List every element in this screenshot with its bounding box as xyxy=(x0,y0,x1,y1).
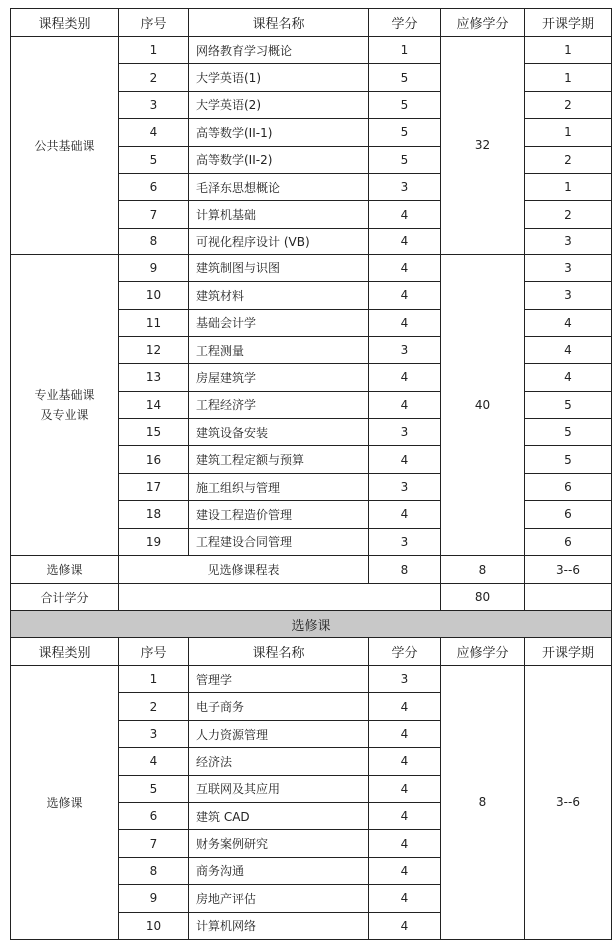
course-name: 互联网及其应用 xyxy=(189,775,369,802)
course-term: 5 xyxy=(525,446,612,473)
header-category: 课程类别 xyxy=(11,9,119,37)
course-credit: 3 xyxy=(369,528,441,555)
course-term: 2 xyxy=(525,146,612,173)
course-credit: 4 xyxy=(369,912,441,939)
course-name: 建筑设备安装 xyxy=(189,419,369,446)
course-number: 15 xyxy=(119,419,189,446)
course-credit: 5 xyxy=(369,119,441,146)
course-credit: 3 xyxy=(369,419,441,446)
course-name: 计算机基础 xyxy=(189,201,369,228)
course-number: 14 xyxy=(119,391,189,418)
table-row xyxy=(11,9,612,37)
course-number: 8 xyxy=(119,228,189,254)
course-term: 3 xyxy=(525,254,612,281)
course-name: 管理学 xyxy=(189,666,369,693)
course-credit: 5 xyxy=(369,146,441,173)
header-credit: 学分 xyxy=(369,638,441,666)
course-number: 9 xyxy=(119,254,189,281)
course-term: 1 xyxy=(525,64,612,91)
course-name: 人力资源管理 xyxy=(189,720,369,747)
course-credit: 4 xyxy=(369,885,441,912)
course-credit: 4 xyxy=(369,830,441,857)
course-term: 1 xyxy=(525,37,612,64)
course-number: 1 xyxy=(119,666,189,693)
course-name: 毛泽东思想概论 xyxy=(189,173,369,200)
course-credit: 5 xyxy=(369,91,441,118)
course-term: 4 xyxy=(525,336,612,363)
header-course-name: 课程名称 xyxy=(189,9,369,37)
course-credit: 4 xyxy=(369,501,441,528)
header-category: 课程类别 xyxy=(11,638,119,666)
course-number: 13 xyxy=(119,364,189,391)
course-credit: 4 xyxy=(369,228,441,254)
course-name: 高等数学(II-1) xyxy=(189,119,369,146)
course-credit: 4 xyxy=(369,254,441,281)
course-name: 高等数学(II-2) xyxy=(189,146,369,173)
elective-list-term: 3--6 xyxy=(525,666,612,940)
elective-note: 见选修课程表 xyxy=(119,556,369,584)
course-name: 工程经济学 xyxy=(189,391,369,418)
course-term: 3 xyxy=(525,282,612,309)
course-name: 可视化程序设计 (VB) xyxy=(189,228,369,254)
course-name: 经济法 xyxy=(189,748,369,775)
course-name: 计算机网络 xyxy=(189,912,369,939)
category-professional-line1: 专业基础课 xyxy=(34,387,95,402)
course-term: 4 xyxy=(525,309,612,336)
header-required-credits: 应修学分 xyxy=(441,638,525,666)
course-number: 2 xyxy=(119,64,189,91)
course-name: 财务案例研究 xyxy=(189,830,369,857)
course-credit: 4 xyxy=(369,391,441,418)
course-credit: 4 xyxy=(369,775,441,802)
table-row xyxy=(11,37,612,64)
course-term: 5 xyxy=(525,419,612,446)
course-number: 7 xyxy=(119,201,189,228)
course-number: 6 xyxy=(119,802,189,829)
course-name: 商务沟通 xyxy=(189,857,369,884)
course-number: 16 xyxy=(119,446,189,473)
table-row xyxy=(11,556,612,584)
course-number: 7 xyxy=(119,830,189,857)
total-blank xyxy=(119,584,441,611)
course-term: 2 xyxy=(525,91,612,118)
course-number: 18 xyxy=(119,501,189,528)
header-course-name: 课程名称 xyxy=(189,638,369,666)
course-credit: 4 xyxy=(369,201,441,228)
course-term: 5 xyxy=(525,391,612,418)
course-term: 4 xyxy=(525,364,612,391)
course-name: 建筑工程定额与预算 xyxy=(189,446,369,473)
required-credits-professional: 40 xyxy=(441,254,525,555)
course-credit: 4 xyxy=(369,364,441,391)
category-public-basic: 公共基础课 xyxy=(11,37,119,255)
course-name: 大学英语(2) xyxy=(189,91,369,118)
table-row xyxy=(11,638,612,666)
course-credit: 4 xyxy=(369,802,441,829)
course-number: 10 xyxy=(119,282,189,309)
curriculum-table xyxy=(10,8,612,940)
course-number: 5 xyxy=(119,775,189,802)
elective-category: 选修课 xyxy=(11,556,119,584)
header-number: 序号 xyxy=(119,638,189,666)
course-term: 1 xyxy=(525,173,612,200)
course-name: 建筑 CAD xyxy=(189,802,369,829)
course-credit: 4 xyxy=(369,282,441,309)
course-number: 1 xyxy=(119,37,189,64)
header-term: 开课学期 xyxy=(525,638,612,666)
elective-list-category: 选修课 xyxy=(11,666,119,940)
course-credit: 4 xyxy=(369,693,441,720)
course-name: 网络教育学习概论 xyxy=(189,37,369,64)
course-number: 17 xyxy=(119,473,189,500)
course-number: 4 xyxy=(119,119,189,146)
total-label: 合计学分 xyxy=(11,584,119,611)
header-credit: 学分 xyxy=(369,9,441,37)
course-term: 6 xyxy=(525,528,612,555)
course-name: 工程测量 xyxy=(189,336,369,363)
course-credit: 3 xyxy=(369,473,441,500)
category-professional xyxy=(11,254,119,555)
table-row xyxy=(11,584,612,611)
course-number: 10 xyxy=(119,912,189,939)
course-number: 11 xyxy=(119,309,189,336)
course-credit: 4 xyxy=(369,748,441,775)
table-row xyxy=(11,611,612,638)
course-name: 大学英语(1) xyxy=(189,64,369,91)
course-number: 6 xyxy=(119,173,189,200)
total-term-blank xyxy=(525,584,612,611)
table-row xyxy=(11,254,612,281)
course-name: 工程建设合同管理 xyxy=(189,528,369,555)
course-credit: 4 xyxy=(369,720,441,747)
course-credit: 4 xyxy=(369,446,441,473)
course-credit: 5 xyxy=(369,64,441,91)
course-name: 建筑制图与识图 xyxy=(189,254,369,281)
table-row xyxy=(11,666,612,693)
course-term: 6 xyxy=(525,473,612,500)
course-number: 3 xyxy=(119,91,189,118)
course-term: 6 xyxy=(525,501,612,528)
course-credit: 4 xyxy=(369,857,441,884)
header-number: 序号 xyxy=(119,9,189,37)
course-number: 5 xyxy=(119,146,189,173)
course-name: 基础会计学 xyxy=(189,309,369,336)
course-number: 9 xyxy=(119,885,189,912)
required-credits-public-basic: 32 xyxy=(441,37,525,255)
course-number: 2 xyxy=(119,693,189,720)
course-term: 3 xyxy=(525,228,612,254)
elective-credit: 8 xyxy=(369,556,441,584)
total-credits: 80 xyxy=(441,584,525,611)
elective-required-credits: 8 xyxy=(441,556,525,584)
course-name: 房屋建筑学 xyxy=(189,364,369,391)
course-name: 建筑材料 xyxy=(189,282,369,309)
elective-term: 3--6 xyxy=(525,556,612,584)
header-required-credits: 应修学分 xyxy=(441,9,525,37)
course-number: 4 xyxy=(119,748,189,775)
course-term: 1 xyxy=(525,119,612,146)
course-credit: 4 xyxy=(369,309,441,336)
course-credit: 3 xyxy=(369,173,441,200)
course-number: 8 xyxy=(119,857,189,884)
course-name: 电子商务 xyxy=(189,693,369,720)
category-professional-line2: 及专业课 xyxy=(40,407,89,422)
course-credit: 3 xyxy=(369,666,441,693)
header-term: 开课学期 xyxy=(525,9,612,37)
course-name: 房地产评估 xyxy=(189,885,369,912)
curriculum-table-body xyxy=(11,9,612,940)
course-name: 建设工程造价管理 xyxy=(189,501,369,528)
course-credit: 1 xyxy=(369,37,441,64)
course-name: 施工组织与管理 xyxy=(189,473,369,500)
course-credit: 3 xyxy=(369,336,441,363)
course-term: 2 xyxy=(525,201,612,228)
course-number: 12 xyxy=(119,336,189,363)
course-number: 3 xyxy=(119,720,189,747)
elective-section-title: 选修课 xyxy=(11,611,612,638)
course-number: 19 xyxy=(119,528,189,555)
elective-list-required-credits: 8 xyxy=(441,666,525,940)
